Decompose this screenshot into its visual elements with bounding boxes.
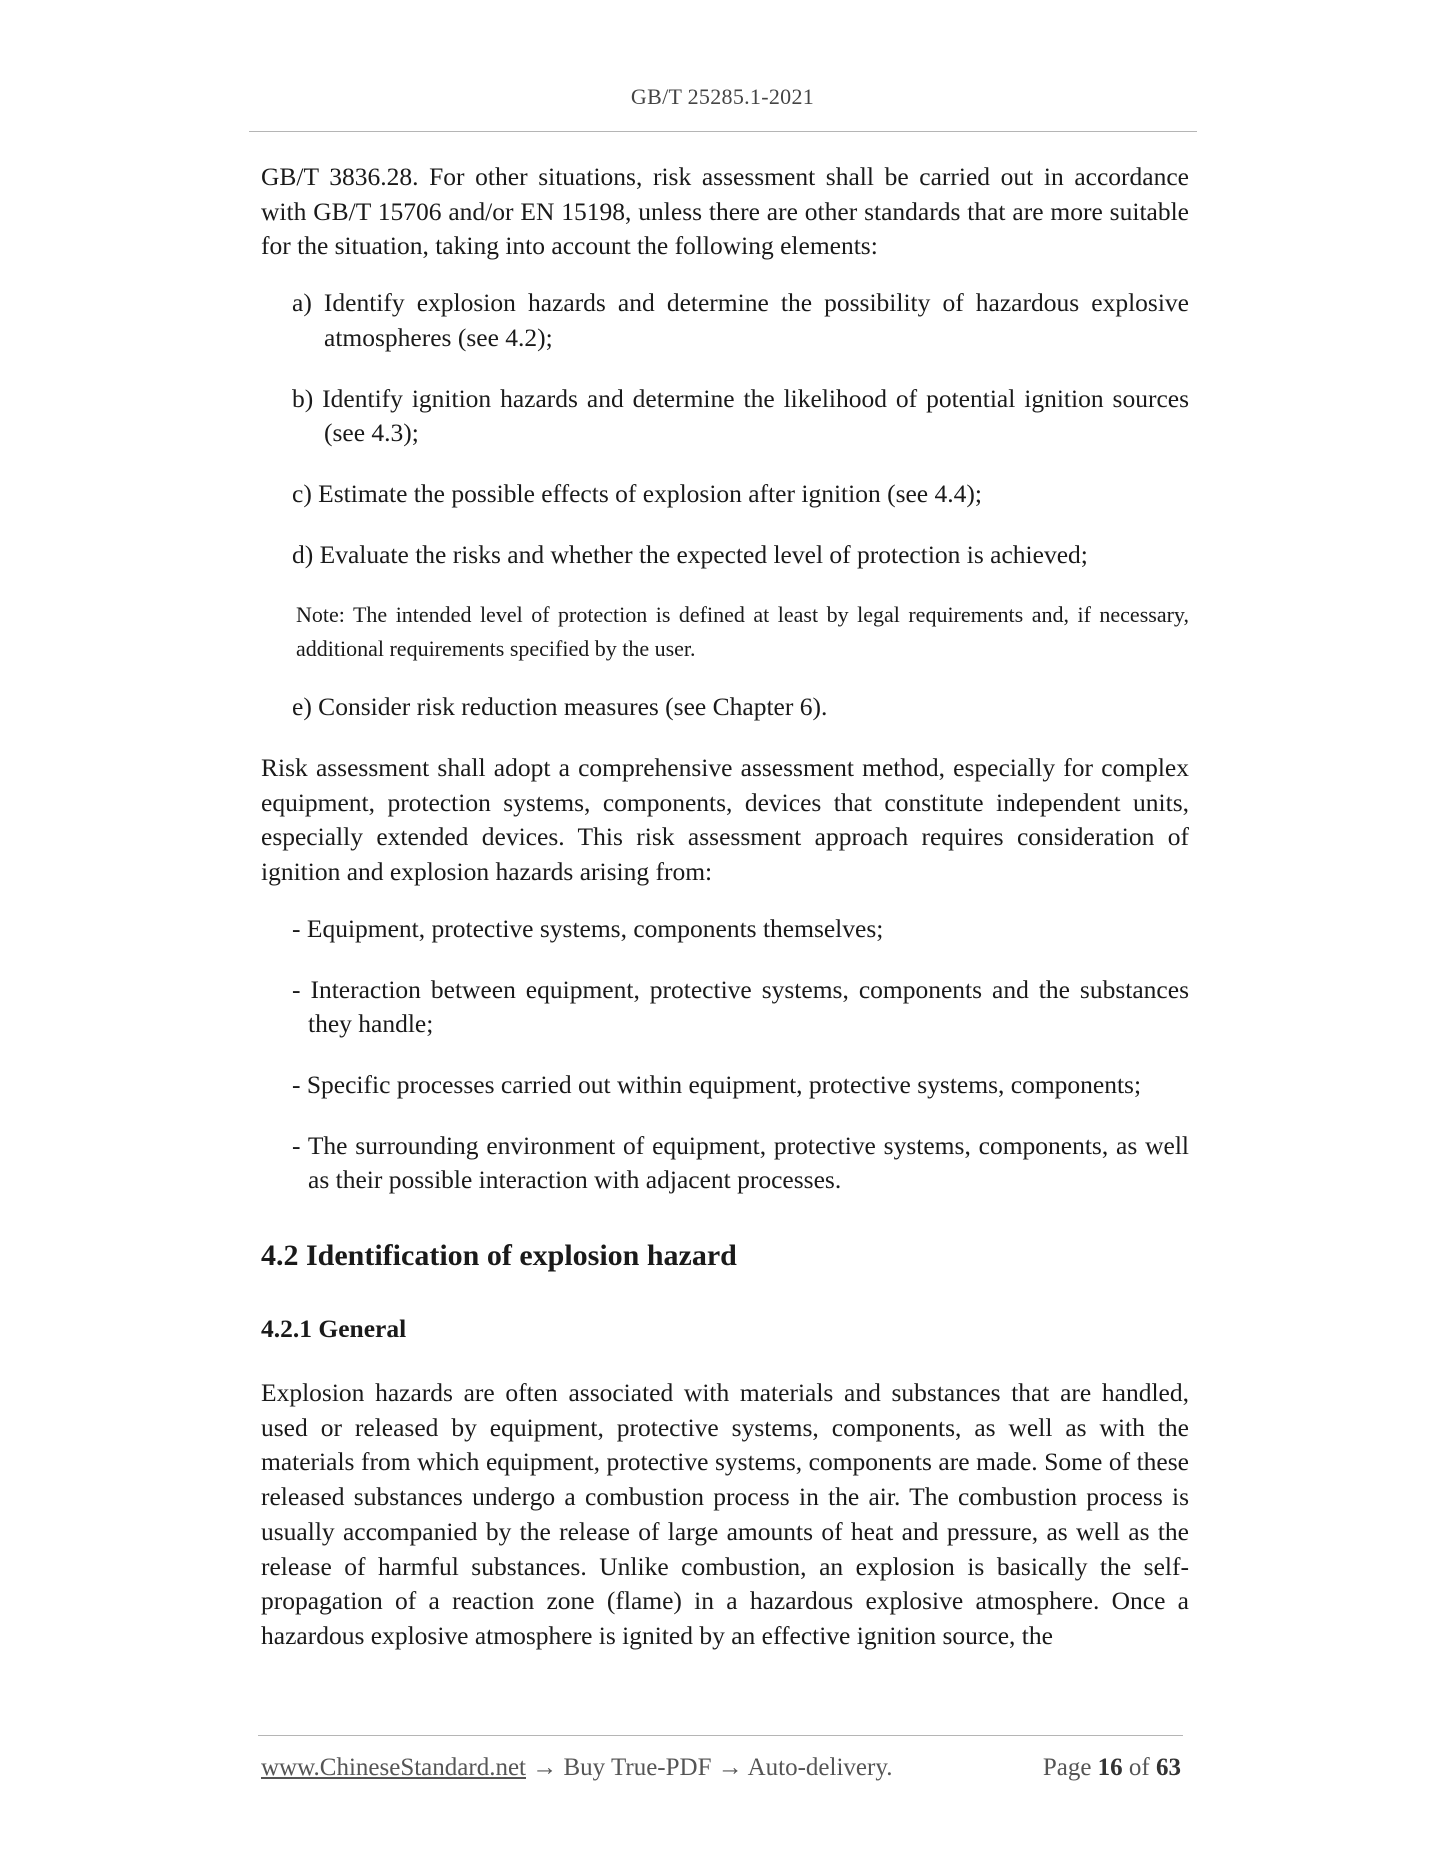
list-item-c: c) Estimate the possible effects of explosion after ignition (see 4.4); — [292, 478, 982, 508]
list-item-dash-3: - Specific processes carried out within equipment, protective systems, components; — [292, 1069, 1142, 1099]
page-number: 16 — [1097, 1754, 1123, 1781]
page-footer — [261, 1754, 1181, 1788]
note: Note: The intended level of protection is defined at least by legal requirements and, if necessary, additional requirements specified by the user. — [296, 602, 1189, 662]
footer-promo — [261, 1754, 892, 1782]
list-item-dash-2: - Interaction between equipment, protective systems, components and the substances they handle; — [292, 974, 1189, 1039]
list-item-e: e) Consider risk reduction measures (see Chapter 6). — [292, 692, 828, 722]
running-header: GB/T 25285.1-2021 — [630, 84, 815, 109]
page-content — [261, 160, 1189, 1654]
footer-promo-text: → Buy True-PDF → Auto-delivery. — [526, 1754, 893, 1781]
page-label: Page — [1042, 1754, 1092, 1781]
section-heading: 4.2 Identification of explosion hazard — [261, 1239, 737, 1273]
site-link[interactable]: www.ChineseStandard.net — [261, 1754, 526, 1781]
of-label: of — [1128, 1754, 1150, 1781]
footer-rule — [258, 1735, 1183, 1736]
list-item-dash-4: - The surrounding environment of equipment, protective systems, components, as well as their possible interaction with adjacent processes. — [292, 1130, 1189, 1195]
paragraph-intro: GB/T 3836.28. For other situations, risk assessment shall be carried out in accordance with GB/T 15706 and/or EN 15198, unless there are other standards that are more suitable for the situation, taking into account the following elements: — [261, 162, 1189, 261]
paragraph-explosion-hazards: Explosion hazards are often associated with materials and substances that are handled, used or released by equipment, protective systems, components, as well as with the materials from which equipment, protective systems, components are made. Some of these released substances undergo a combustion process in the air. The combustion process is usually accompanied by the release of large amounts of heat and pressure, as well as the release of harmful substances. Unlike combustion, an explosion is basically the self-propagation of a reaction zone (flame) in a hazardous explosive atmosphere. Once a hazardous explosive atmosphere is ignited by an effective ignition source, the — [261, 1378, 1189, 1650]
subsection-heading: 4.2.1 General — [261, 1314, 407, 1344]
paragraph-risk-assessment: Risk assessment shall adopt a comprehensive assessment method, especially for complex equipment, protection systems, components, devices that constitute independent units, especially extended devices. This risk assessment approach requires consideration of ignition and explosion hazards arising from: — [261, 753, 1189, 887]
header-rule — [249, 131, 1197, 132]
list-item-d: d) Evaluate the risks and whether the expected level of protection is achieved; — [292, 539, 1088, 569]
total-pages: 63 — [1156, 1754, 1181, 1781]
list-item-dash-1: - Equipment, protective systems, components themselves; — [292, 913, 884, 943]
page-indicator — [1043, 1754, 1181, 1782]
list-item-b: b) Identify ignition hazards and determine the likelihood of potential ignition sources (see 4.3); — [292, 383, 1189, 448]
list-item-a: a) Identify explosion hazards and determine the possibility of hazardous explosive atmospheres (see 4.2); — [292, 288, 1189, 352]
